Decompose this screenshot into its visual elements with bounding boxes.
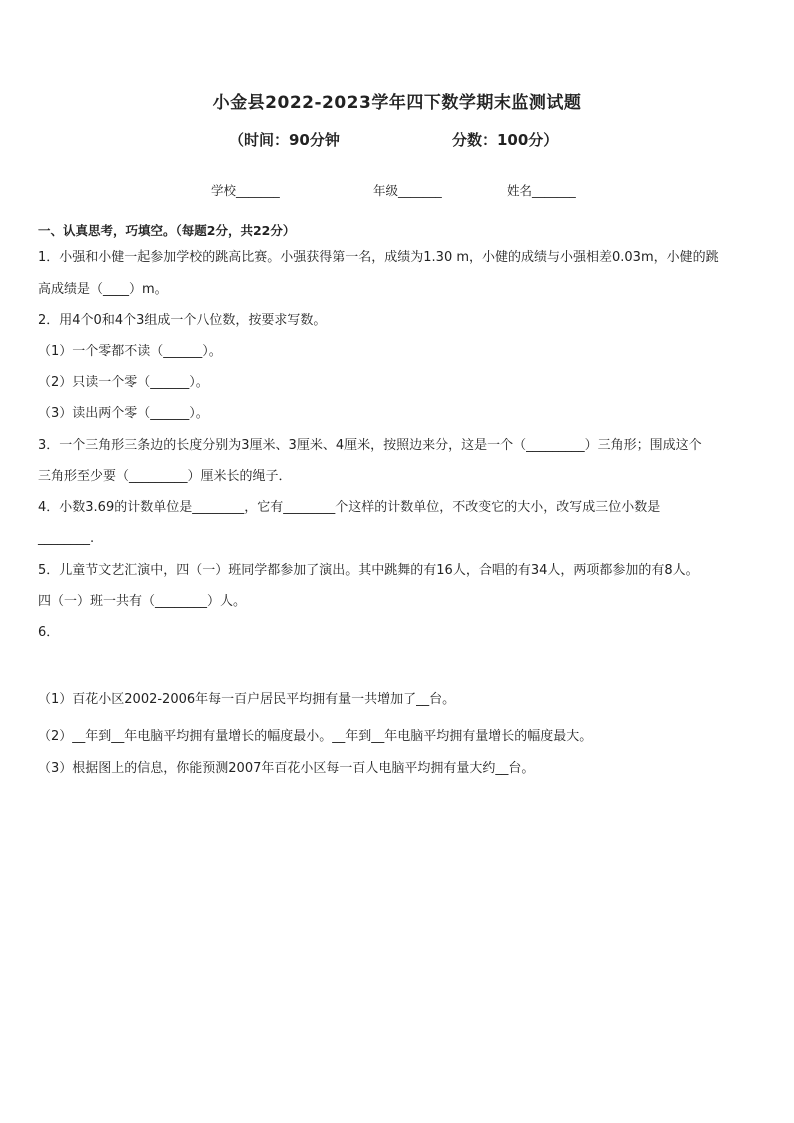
school-field[interactable]: 学校_______ (211, 183, 280, 198)
exam-meta (0, 129, 794, 151)
question-5-line-1: 5．儿童节文艺汇演中，四（一）班同学都参加了演出。其中跳舞的有16人，合唱的有34人，两项都参加的有8人。 (38, 563, 699, 578)
question-2-sub-1: （1）一个零都不读（______）。 (38, 344, 222, 359)
page-title: 小金县2022-2023学年四下数学期末监测试题 (212, 93, 582, 113)
question-4-line-1: 4．小数3.69的计数单位是________，它有________个这样的计数单位，不改变它的大小，改写成三位小数是 (38, 500, 661, 515)
question-6-sub-1: （1）百花小区2002-2006年每一百户居民平均拥有量一共增加了__台。 (38, 692, 456, 707)
question-6-sub-3: （3）根据图上的信息，你能预测2007年百花小区每一百人电脑平均拥有量大约__台。 (38, 761, 535, 776)
question-6-sub-2: （2）__年到__年电脑平均拥有量增长的幅度最小。__年到__年电脑平均拥有量增长的幅度最大。 (38, 729, 593, 744)
question-2-stem: 2．用4个0和4个3组成一个八位数，按要求写数。 (38, 313, 327, 328)
question-5-line-2: 四（一）班一共有（________）人。 (38, 594, 247, 609)
name-field[interactable]: 姓名_______ (507, 183, 576, 198)
question-3-line-2: 三角形至少要（_________）厘米长的绳子． (38, 469, 292, 484)
question-6-number: 6． (38, 625, 60, 640)
section-heading: 一、认真思考，巧填空。（每题2分，共22分） (38, 223, 296, 238)
question-3-line-1: 3．一个三角形三条边的长度分别为3厘米、3厘米、4厘米，按照边来分，这是一个（_________）三角形；围成这个 (38, 438, 702, 453)
question-2-sub-3: （3）读出两个零（______）。 (38, 406, 209, 421)
question-1-line-2: 高成绩是（____）m。 (38, 282, 168, 297)
exam-time: （时间：90分钟 (229, 131, 340, 149)
question-4-line-2: ________. (38, 531, 95, 546)
exam-score: 分数：100分） (452, 131, 559, 149)
question-1-line-1: 1．小强和小健一起参加学校的跳高比赛。小强获得第一名，成绩为1.30 m，小健的成绩与小强相差0.03m，小健的跳 (38, 250, 719, 265)
question-2-sub-2: （2）只读一个零（______）。 (38, 375, 209, 390)
grade-field[interactable]: 年级_______ (373, 183, 442, 198)
